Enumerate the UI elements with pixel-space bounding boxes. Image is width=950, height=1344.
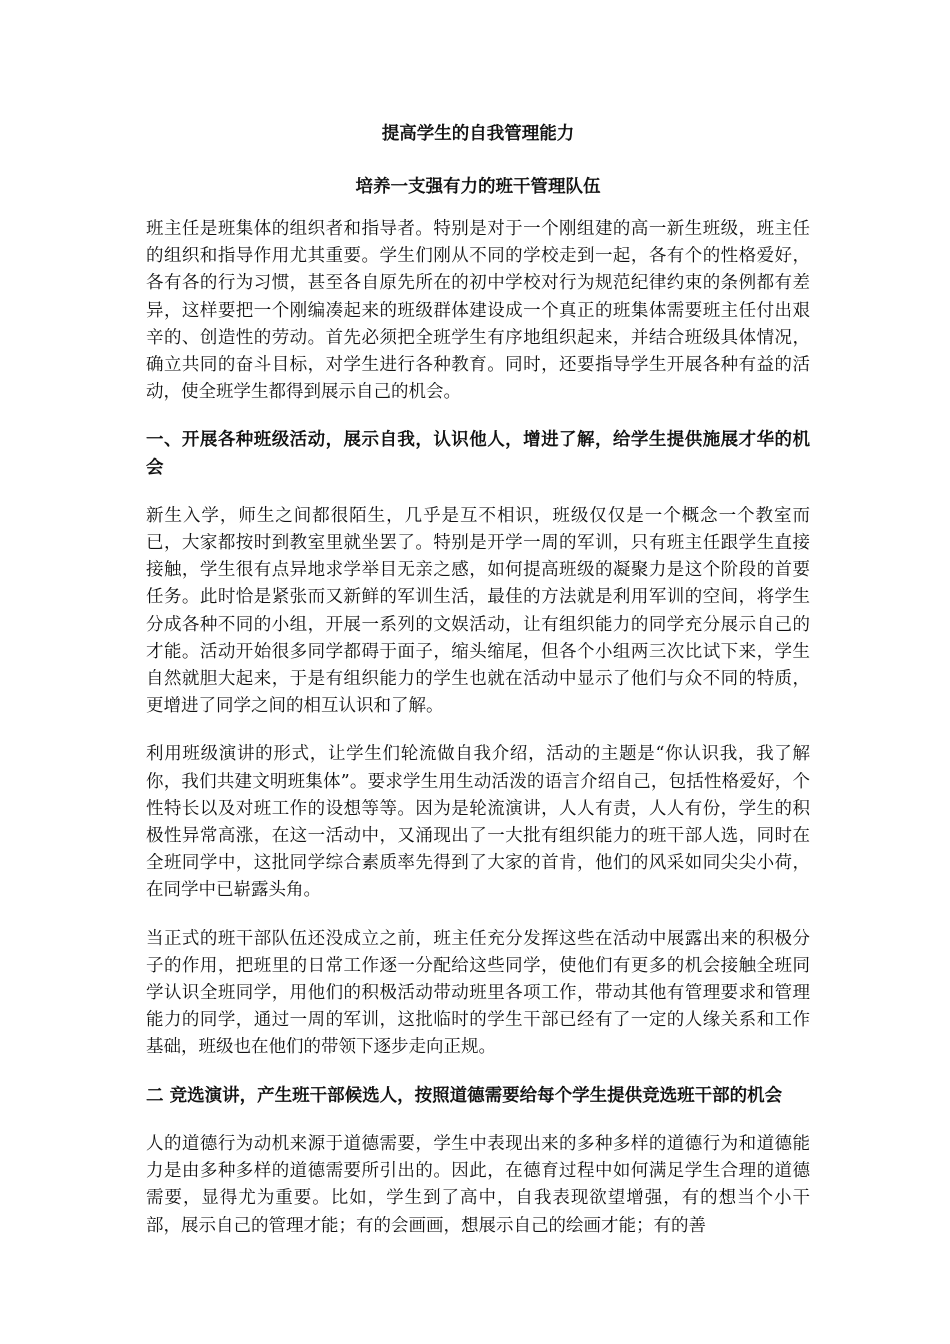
document-subtitle: 培养一支强有力的班干管理队伍 [355, 177, 601, 197]
section-heading-1: 一、开展各种班级活动，展示自我，认识他人，增进了解，给学生提供施展才华的机会 [146, 430, 810, 478]
document-title: 提高学生的自我管理能力 [381, 124, 575, 144]
section-heading-2: 二 竞选演讲，产生班干部候选人，按照道德需要给每个学生提供竞选班干部的机会 [146, 1085, 783, 1106]
paragraph-intro: 班主任是班集体的组织者和指导者。特别是对于一个刚组建的高一新生班级，班主任的组织和指导作用尤其重要。学生们刚从不同的学校走到一起，各有个的性格爱好，各有各的行为习惯，甚至各自原先所在的初中学校对行为规范纪律约束的条例都有差异，这样要把一个刚编凑起来的班级群体建设成一个真正的班集体需要班主任付出艰辛的、创造性的劳动。首先必须把全班学生有序地组织起来，并结合班级具体情况，确立共同的奋斗目标，对学生进行各种教育。同时，还要指导学生开展各种有益的活动，使全班学生都得到展示自己的机会。 [146, 219, 810, 403]
paragraph-section1-3: 当正式的班干部队伍还没成立之前，班主任充分发挥这些在活动中展露出来的积极分子的作用，把班里的日常工作逐一分配给这些同学，使他们有更多的机会接触全班同学认识全班同学，用他们的积极活动带动班里各项工作，带动其他有管理要求和管理能力的同学，通过一周的军训，这批临时的学生干部已经有了一定的人缘关系和工作基础，班级也在他们的带领下逐步走向正规。 [146, 928, 810, 1058]
paragraph-section1-1: 新生入学，师生之间都很陌生，几乎是互不相识，班级仅仅是一个概念一个教室而已，大家都按时到教室里就坐罢了。特别是开学一周的军训，只有班主任跟学生直接接触，学生很有点异地求学举目无亲之感，如何提高班级的凝聚力是这个阶段的首要任务。此时恰是紧张而又新鲜的军训生活，最佳的方法就是利用军训的空间，将学生分成各种不同的小组，开展一系列的文娱活动，让有组织能力的同学充分展示自己的才能。活动开始很多同学都碍于面子，缩头缩尾，但各个小组两三次比试下来，学生自然就胆大起来，于是有组织能力的学生也就在活动中显示了他们与众不同的特质，更增进了同学之间的相互认识和了解。 [146, 505, 810, 717]
paragraph-section1-2: 利用班级演讲的形式，让学生们轮流做自我介绍，活动的主题是“你认识我，我了解你，我们共建文明班集体”。要求学生用生动活泼的语言介绍自己，包括性格爱好，个性特长以及对班工作的设想等等。因为是轮流演讲，人人有责，人人有份，学生的积极性异常高涨，在这一活动中，又涌现出了一大批有组织能力的班干部人选，同时在全班同学中，这批同学综合素质率先得到了大家的首肯，他们的风采如同尖尖小荷，在同学中已崭露头角。 [146, 744, 810, 901]
document-body [146, 119, 810, 1261]
paragraph-section2-1: 人的道德行为动机来源于道德需要，学生中表现出来的多种多样的道德行为和道德能力是由多种多样的道德需要所引出的。因此，在德育过程中如何满足学生合理的道德需要，显得尤为重要。比如，学生到了高中，自我表现欲望增强，有的想当个小干部，展示自己的管理才能；有的会画画，想展示自己的绘画才能；有的善 [146, 1133, 810, 1236]
